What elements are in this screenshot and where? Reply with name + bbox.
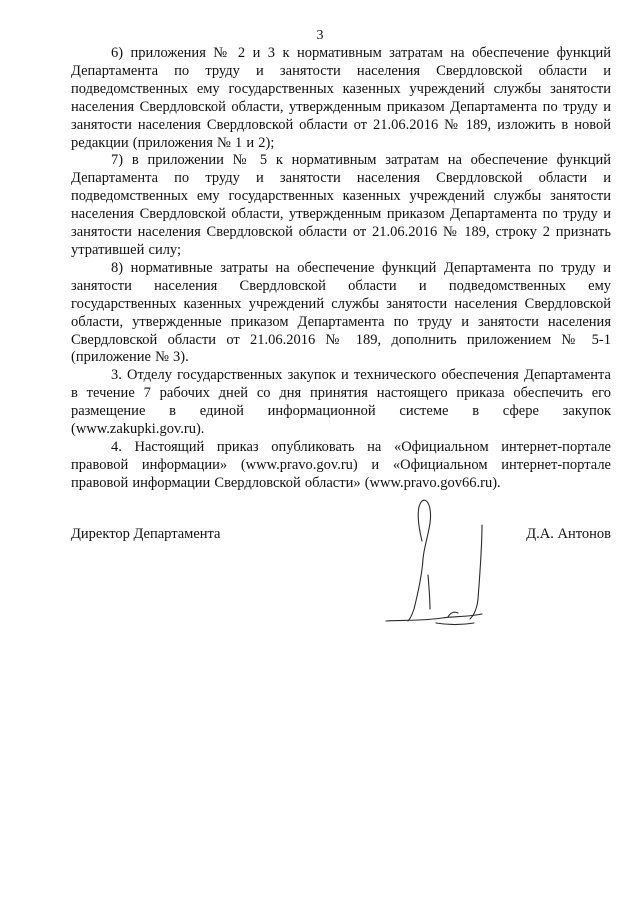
paragraph-item-6: 6) приложения № 2 и 3 к нормативным затратам на обеспечение функций Департамента по труду и занятости населения Свердловской области и подведомственных ему государственных казенных учреждений службы занятости населения Свердловской области, утвержденным приказом Департамента по труду и занятости населения Свердловской области от 21.06.2016 № 189, изложить в новой редакции (приложения № 1 и 2);: [71, 45, 611, 151]
paragraph-clause-3: 3. Отделу государственных закупок и технического обеспечения Департамента в течение 7 рабочих дней со дня принятия настоящего приказа обеспечить его размещение в единой информационной системе в сфере закупок (www.zakupki.gov.ru).: [71, 367, 611, 438]
paragraph-item-7: 7) в приложении № 5 к нормативным затратам на обеспечение функций Департамента по труду и занятости населения Свердловской области и подведомственных ему государственных казенных учреждений службы занятости населения Свердловской области, утвержденным приказом Департамента по труду и занятости населения Свердловской области от 21.06.2016 № 189, строку 2 признать утратившей силу;: [71, 152, 611, 258]
signatory-name: Д.А. Антонов: [526, 526, 611, 542]
document-body: [71, 45, 611, 493]
signatory-title: Директор Департамента: [71, 526, 221, 542]
paragraph-clause-4: 4. Настоящий приказ опубликовать на «Официальном интернет-портале правовой информации» (www.pravo.gov.ru) и «Официальном интернет-портале правовой информации Свердловской области» (www.pravo.gov66.ru).: [71, 438, 611, 491]
paragraph-item-8: 8) нормативные затраты на обеспечение функций Департамента по труду и занятости населения Свердловской области и подведомственных ему государственных казенных учреждений службы занятости населения Свердловской области, утвержденные приказом Департамента по труду и занятости населения Свердловской области от 21.06.2016 № 189, дополнить приложением № 5-1 (приложение № 3).: [71, 259, 611, 366]
page-number: 3: [316, 28, 324, 43]
signature-block: [71, 525, 611, 545]
handwritten-signature-image: [378, 495, 528, 635]
